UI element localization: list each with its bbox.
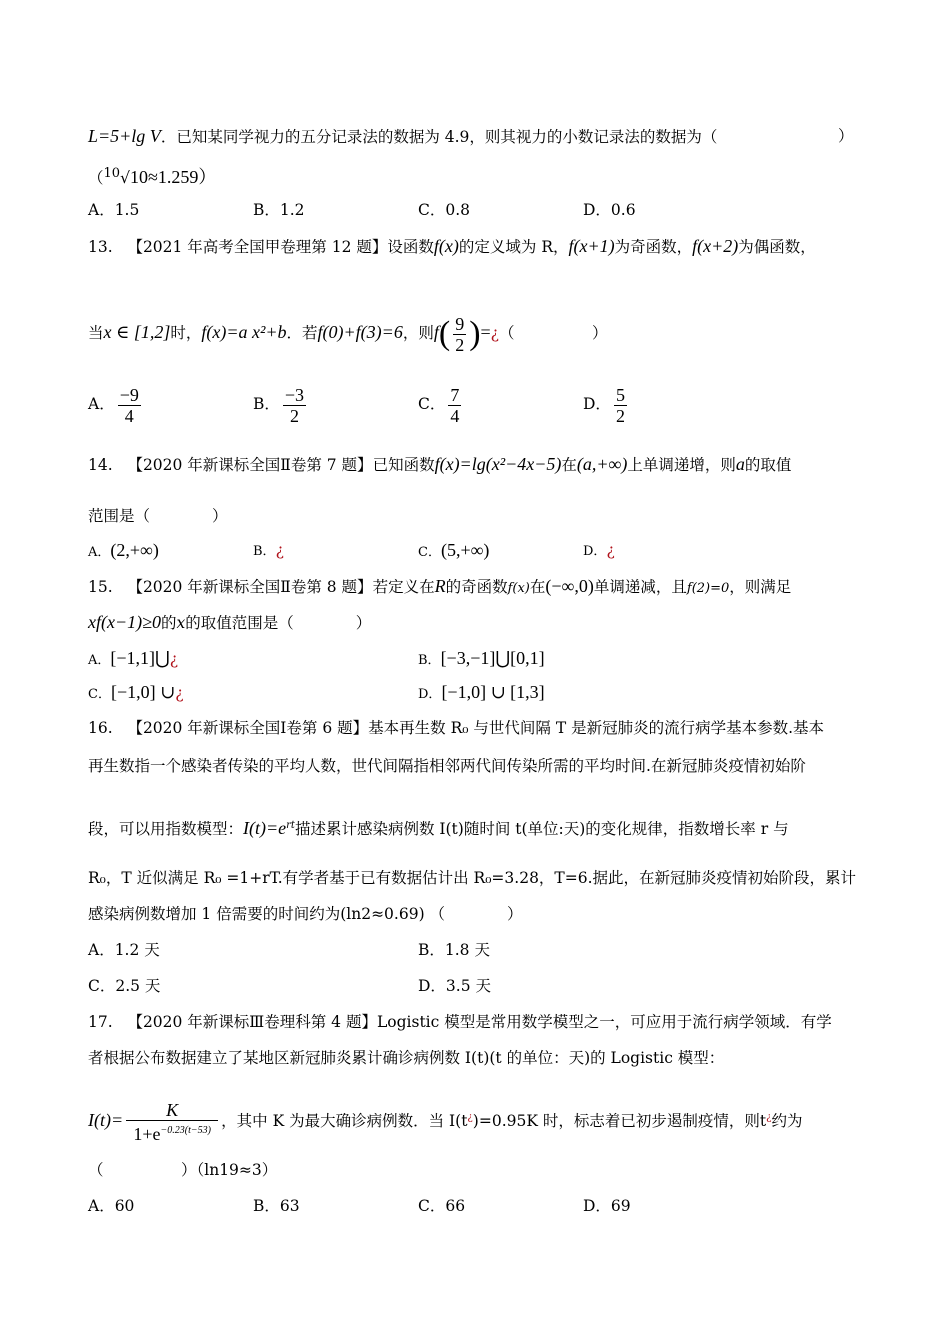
q13-option-d-frac: [614, 385, 627, 426]
q13-option-c-frac: [448, 385, 461, 426]
q14-line1: [88, 454, 791, 475]
q17-option-b: B．63: [253, 1197, 300, 1215]
q13-option-b-frac: [283, 385, 306, 426]
q13-option-c-label: C．: [418, 395, 446, 413]
q17-frac-den-base: 1+e: [133, 1124, 161, 1145]
q14-option-d-label: D．: [583, 544, 607, 559]
q15-option-d-label: D．: [418, 687, 442, 702]
q16-line1: [88, 718, 824, 738]
q16-line5: 感染病例数增加 1 倍需要的时间约为(ln2≈0.69) （ ）: [88, 905, 523, 923]
q17-frac-den-sup: −0.23(t−53): [160, 1125, 211, 1137]
q13-option-a-num: −9: [119, 384, 139, 405]
q17-garble-2: ¿: [766, 1112, 772, 1123]
q16-option-b: B．1.8 天: [418, 941, 490, 959]
q14-option-d-value: ¿: [606, 541, 615, 559]
q14-source: 【2020 年新课标全国Ⅱ卷第 7 题】: [127, 456, 373, 474]
q16-formula: I(t)=e: [243, 818, 287, 839]
q15-source: 【2020 年新课标全国Ⅱ卷第 8 题】: [127, 578, 373, 596]
q15-option-a-label: A．: [88, 653, 111, 668]
q17-line4: （ ）（ln19≈3）: [88, 1161, 278, 1179]
q12-option-d: D．0.6: [583, 201, 636, 219]
q16-line2: 再生数指一个感染者传染的平均人数，世代间隔指相邻两代间传染所需的平均时间.在新冠肺炎疫情初始阶: [88, 757, 806, 775]
q17-line3-a: ，其中 K 为最大确诊病例数．当 I(t: [221, 1112, 468, 1131]
q15-f2: f(2)=0: [686, 581, 730, 596]
q17-line3-c: 约为: [771, 1112, 803, 1131]
q17-line1-text: Logistic 模型是常用数学模型之一，可应用于流行病学领域．有学: [376, 1013, 832, 1031]
q15-number: 15.: [88, 578, 113, 596]
q14-text3: 上单调递增，则: [627, 456, 736, 474]
q13-text3: 为奇函数，: [614, 238, 693, 256]
q12-option-a: A．1.5: [88, 201, 140, 219]
q14-option-c-value: (5,+∞): [440, 540, 490, 560]
q14-function: f(x)=lg(x²−4x−5): [434, 454, 562, 474]
q12-hint: [88, 164, 216, 188]
q15-text1: 若定义在: [372, 578, 435, 596]
q13-option-a-den: 4: [124, 405, 134, 426]
q15-line2-text: 的: [161, 614, 177, 632]
q12-text: ．已知某同学视力的五分记录法的数据为 4.9，则其视力的小数记录法的数据为（: [160, 128, 718, 146]
q15-option-a-value: [−1,1]⋃: [110, 648, 170, 668]
q17-line2: 者根据公布数据建立了某地区新冠肺炎累计确诊病例数 I(t)(t 的单位：天)的 Logistic 模型：: [88, 1049, 725, 1067]
q13-condition: x ∈ [1,2]: [103, 322, 171, 342]
q17-option-c: C．66: [418, 1197, 466, 1215]
q13-option-a: [88, 382, 144, 426]
q13-fx2: f(x+2): [692, 236, 739, 256]
q12-root-index: 10: [103, 166, 121, 181]
q15-option-b: [418, 648, 545, 671]
q14-option-b: [253, 540, 284, 562]
q17-garble-1: ¿: [467, 1112, 473, 1123]
q14-option-c-label: C．: [418, 545, 441, 560]
q13-equation: f(0)+f(3)=6: [317, 322, 403, 342]
q12-line1: [88, 126, 717, 147]
q12-hint-rest: 10≈1.259）: [129, 167, 217, 188]
q17-formula-left: I(t)=: [88, 1110, 124, 1131]
q17-line1: [88, 1012, 832, 1032]
q13-option-b-num: −3: [284, 384, 305, 405]
q13-f: f: [433, 322, 439, 342]
q13-option-d-label: D．: [583, 395, 611, 413]
q14-option-c: [418, 540, 489, 563]
q13-frac-den: 2: [455, 334, 465, 355]
q12-close-paren: ）: [838, 127, 854, 145]
q15-text4: 单调递减，且: [593, 578, 687, 596]
q15-option-c-value: [−1,0] ∪: [110, 682, 176, 702]
q15-option-a: [88, 648, 178, 671]
q15-option-b-label: B．: [418, 653, 441, 668]
q16-line3-a: 段，可以用指数模型：: [88, 820, 244, 839]
q13-option-b-den: 2: [289, 405, 299, 426]
q13-option-d: [583, 382, 630, 426]
q16-option-c: C．2.5 天: [88, 977, 161, 995]
q17-number: 17.: [88, 1013, 113, 1031]
q13-option-c-num: 7: [450, 384, 460, 405]
q13-fx: f(x): [433, 236, 459, 256]
q16-number: 16.: [88, 719, 113, 737]
q13-paren: （ ）: [498, 324, 608, 342]
q13-line1: [88, 236, 816, 257]
q14-text1: 已知函数: [372, 456, 435, 474]
q14-var: a: [735, 454, 745, 474]
right-paren-icon: ): [469, 315, 481, 352]
q13-source: 【2021 年高考全国甲卷理第 12 题】: [127, 238, 388, 256]
q15-line1: [88, 576, 791, 599]
q14-line2: 范围是（ ）: [88, 507, 228, 525]
q15-inequality: xf(x−1)≥0: [88, 612, 161, 632]
q17-frac-num: K: [126, 1100, 218, 1121]
q16-option-d: D．3.5 天: [418, 977, 492, 995]
q15-interval: (−∞,0): [545, 576, 594, 596]
q16-option-a: A．1.2 天: [88, 941, 160, 959]
q16-line4: R₀，T 近似满足 R₀ =1+rT.有学者基于已有数据估计出 R₀=3.28，T=6.据此，在新冠肺炎疫情初始阶段，累计: [88, 869, 857, 887]
q15-line2: [88, 612, 371, 633]
q15-option-c-label: C．: [88, 687, 111, 702]
q16-line3: [88, 816, 789, 839]
q13-option-a-frac: [118, 385, 141, 426]
q13-fx1: f(x+1): [568, 236, 615, 256]
q12-option-b: B．1.2: [253, 201, 305, 219]
q14-option-a-value: (2,+∞): [110, 540, 159, 560]
q15-option-b-value: [−3,−1]⋃[0,1]: [440, 648, 545, 668]
q16-formula-sup: rt: [286, 820, 295, 831]
q15-text3: 在: [529, 578, 546, 596]
q13-option-a-label: A．: [88, 395, 115, 413]
q13-line2-a: 当: [88, 324, 104, 342]
q13-line2-d: ，则: [402, 324, 434, 342]
q17-frac-den: [131, 1121, 213, 1144]
q14-option-b-value: ¿: [275, 541, 284, 559]
radical-icon: √: [120, 169, 130, 188]
q15-option-c-garble: ¿: [175, 684, 184, 702]
q13-garble: ¿: [490, 324, 499, 342]
q14-option-b-label: B．: [253, 544, 276, 559]
q12-formula: L=5+lg V: [88, 126, 161, 146]
q16-line3-b: 描述累计感染病例数 I(t)随时间 t(单位:天)的变化规律，指数增长率 r 与: [294, 820, 789, 839]
q13-text4: 为偶函数，: [738, 238, 816, 256]
q15-text5: ，则满足: [729, 578, 792, 596]
q17-option-d: D．69: [583, 1197, 631, 1215]
q17-fraction: [126, 1100, 218, 1144]
q17-option-a: A．60: [88, 1197, 135, 1215]
q13-text1: 设函数: [387, 238, 434, 256]
q13-function: f(x)=a x²+b: [201, 322, 287, 342]
q15-option-c: [88, 682, 184, 705]
q14-text4: 的取值: [744, 456, 792, 474]
q14-number: 14.: [88, 456, 113, 474]
q17-source: 【2020 年新课标Ⅲ卷理科第 4 题】: [127, 1013, 377, 1031]
q13-text2: 的定义域为 R，: [458, 238, 569, 256]
q13-line2: [88, 308, 608, 357]
q16-line1-text: 基本再生数 R₀ 与世代间隔 T 是新冠肺炎的流行病学基本参数.基本: [368, 719, 825, 737]
q12-hint-open: （: [88, 169, 104, 188]
q13-option-d-num: 5: [615, 384, 625, 405]
q12-option-c: C．0.8: [418, 201, 471, 219]
q15-fx: f(x): [507, 581, 530, 596]
q13-option-b-label: B．: [253, 395, 280, 413]
equals-icon: =: [480, 322, 491, 342]
left-paren-icon: (: [438, 315, 451, 352]
q13-option-d-den: 2: [615, 405, 625, 426]
q16-source: 【2020 年新课标全国Ⅰ卷第 6 题】: [127, 719, 369, 737]
q15-option-d-value: [−1,0] ∪ [1,3]: [441, 682, 545, 702]
q13-frac-num: 9: [455, 313, 465, 334]
q15-x: x: [176, 614, 186, 632]
q13-option-c: [418, 382, 464, 426]
q14-text2: 在: [561, 456, 577, 474]
q13-option-c-den: 4: [450, 405, 460, 426]
q17-line3: [88, 1094, 802, 1145]
q15-text2: 的奇函数: [445, 578, 508, 596]
q13-option-b: [253, 382, 309, 426]
q13-line2-c: ．若: [286, 324, 318, 342]
q13-number: 13.: [88, 238, 113, 256]
q13-fraction: [453, 314, 466, 355]
q15-line2-end: 的取值范围是（ ）: [185, 614, 372, 632]
q15-option-a-garble: ¿: [169, 650, 179, 668]
q14-option-a: [88, 540, 159, 563]
q15-option-d: [418, 682, 545, 705]
q14-option-a-label: A．: [88, 545, 111, 560]
q14-option-d: [583, 540, 615, 562]
q14-interval: (a,+∞): [576, 454, 628, 474]
q13-line2-b: 时，: [170, 324, 202, 342]
q17-line3-b: )=0.95K 时，标志着已初步遏制疫情，则t: [472, 1112, 767, 1131]
q15-R: R: [434, 576, 446, 596]
